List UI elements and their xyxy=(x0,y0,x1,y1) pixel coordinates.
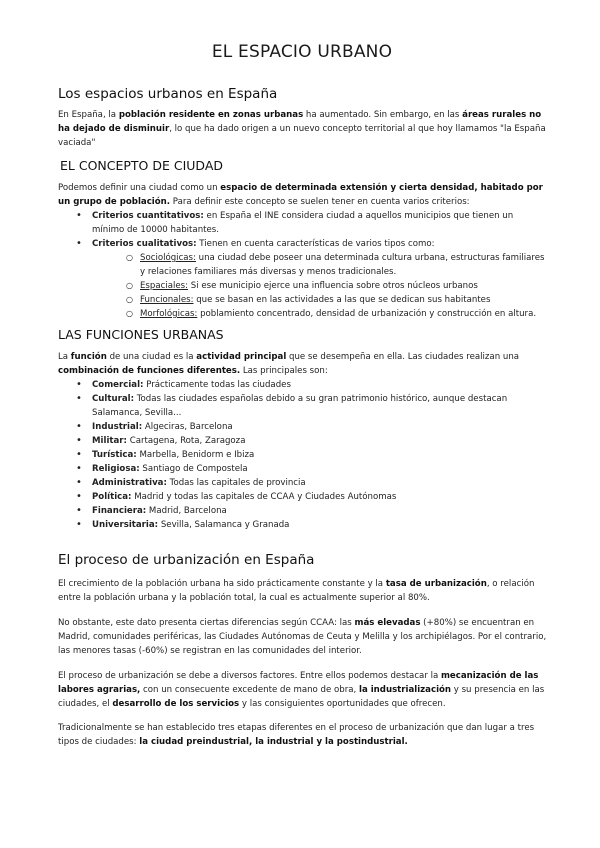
section-heading-funciones-urbanas: LAS FUNCIONES URBANAS xyxy=(58,327,224,342)
paragraph-funciones-urbanas: La función de una ciudad es la actividad principal que se desempeña en ella. Las ciudades realizan una combinación de funciones diferentes. Las principales son: xyxy=(58,352,520,376)
list-item: • Militar: Cartagena, Rota, Zaragoza xyxy=(76,434,546,448)
document-title: EL ESPACIO URBANO xyxy=(211,42,393,62)
list-item: ○ Sociológicas: una ciudad debe poseer una determinada cultura urbana, estructuras familiares y relaciones familiares más diversas y menos tradicionales. xyxy=(126,251,546,279)
list-item: ○ Morfológicas: poblamiento concentrado, densidad de urbanización y construcción en altura. xyxy=(126,307,546,321)
list-item: • Política: Madrid y todas las capitales de CCAA y Ciudades Autónomas xyxy=(76,490,546,504)
list-item: • Universitaria: Sevilla, Salamanca y Granada xyxy=(76,518,546,532)
list-item: • Comercial: Prácticamente todas las ciudades xyxy=(76,378,546,392)
criteria-list xyxy=(76,209,546,321)
functions-list xyxy=(76,378,546,532)
section-heading-espacios-urbanos: Los espacios urbanos en España xyxy=(58,86,278,102)
paragraph-tasa-urbanizacion: El crecimiento de la población urbana ha sido prácticamente constante y la tasa de urbanización, o relación entre la población urbana y la población total, la cual es actualmente superior al 80%. xyxy=(58,579,535,603)
section-heading-concepto-ciudad: EL CONCEPTO DE CIUDAD xyxy=(60,158,224,173)
list-item: • Turística: Marbella, Benidorm e Ibiza xyxy=(76,448,546,462)
list-item: • Administrativa: Todas las capitales de provincia xyxy=(76,476,546,490)
paragraph-espacios-urbanos: En España, la población residente en zonas urbanas ha aumentado. Sin embargo, en las áreas rurales no ha dejado de disminuir, lo que ha dado origen a un nuevo concepto territorial al que hoy llamamos "la España vaciada" xyxy=(58,110,546,148)
paragraph-factores: El proceso de urbanización se debe a diversos factores. Entre ellos podemos destacar la mecanización de las labores agrarias, con un consecuente excedente de mano de obra, la industrialización y su presencia en las ciudades, el desarrollo de los servicios y las consiguientes oportunidades que ofrecen. xyxy=(58,671,545,709)
list-item: • Financiera: Madrid, Barcelona xyxy=(76,504,546,518)
paragraph-etapas: Tradicionalmente se han establecido tres etapas diferentes en el proceso de urbanización que dan lugar a tres tipos de ciudades: la ciudad preindustrial, la industrial y la postindustrial. xyxy=(58,723,535,747)
list-item: • Criterios cualitativos: Tienen en cuenta características de varios tipos como: ○ Sociológicas: una ciudad debe poseer una determinada cultura urbana, estructuras familiares y relaciones familiares más diversas y menos tradicionales. ○ Espaciales: Si ese municipio ejerce una influencia sobre otros núcleos urbanos ○ Funcionales: que se basan en las actividades a las que se dedican sus habitantes ○ Morfológicas: poblamiento concentrado, densidad de urbanización y construcción en altura. xyxy=(76,237,546,321)
paragraph-concepto-ciudad: Podemos definir una ciudad como un espacio de determinada extensión y cierta densidad, habitado por un grupo de población. Para definir este concepto se suelen tener en cuenta varios criterios: xyxy=(58,183,543,207)
list-item: ○ Funcionales: que se basan en las actividades a las que se dedican sus habitantes xyxy=(126,293,546,307)
list-item: • Criterios cuantitativos: en España el INE considera ciudad a aquellos municipios que tienen un mínimo de 10000 habitantes. xyxy=(76,209,546,237)
section-heading-proceso-urbanizacion: El proceso de urbanización en España xyxy=(58,552,315,568)
list-item: • Religiosa: Santiago de Compostela xyxy=(76,462,546,476)
paragraph-diferencias-ccaa: No obstante, este dato presenta ciertas diferencias según CCAA: las más elevadas (+80%) se encuentran en Madrid, comunidades periféricas, las Ciudades Autónomas de Ceuta y Melilla y los archipiélagos. Por el contrario, las menores tasas (-60%) se registran en las comunidades del interior. xyxy=(58,618,547,656)
list-item: • Cultural: Todas las ciudades españolas debido a su gran patrimonio histórico, aunque destacan Salamanca, Sevilla... xyxy=(76,392,546,420)
qualitative-criteria-sublist xyxy=(92,251,546,321)
list-item: • Industrial: Algeciras, Barcelona xyxy=(76,420,546,434)
list-item: ○ Espaciales: Si ese municipio ejerce una influencia sobre otros núcleos urbanos xyxy=(126,279,546,293)
